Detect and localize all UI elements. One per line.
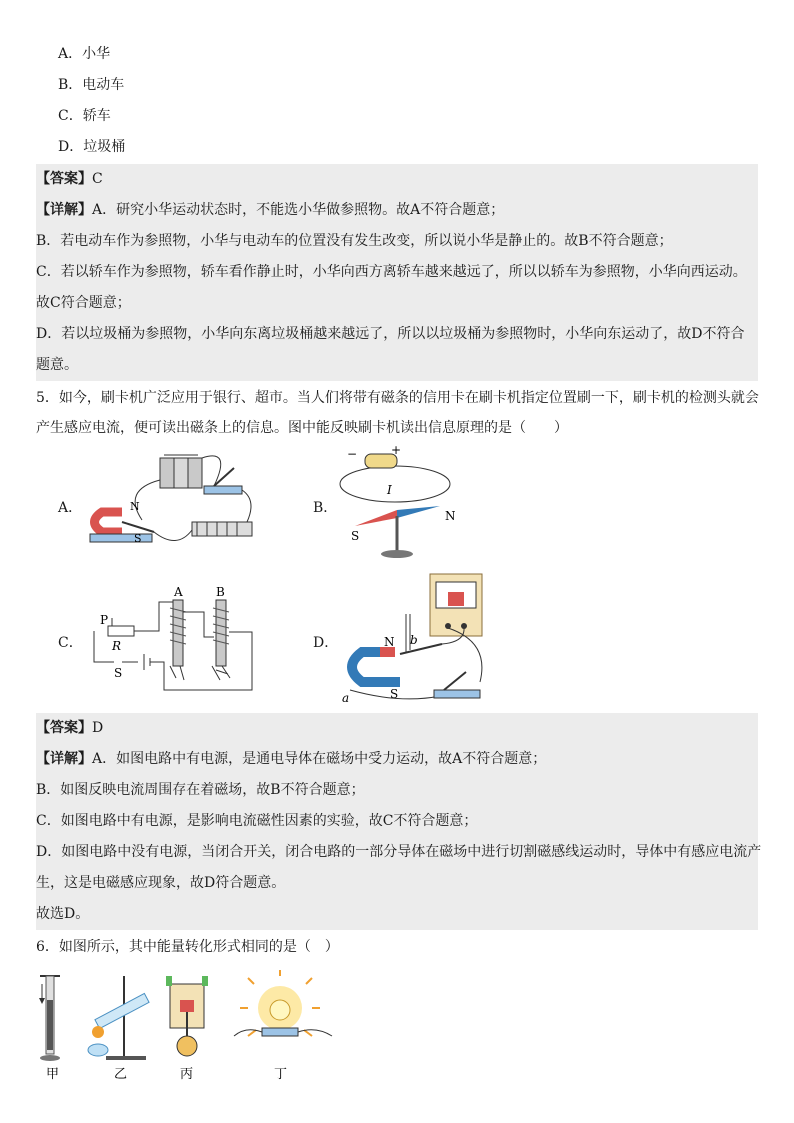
q4-option-a: A．小华 xyxy=(58,46,111,62)
q5-detail-line: D．如图电路中没有电源，当闭合开关，闭合电路的一部分导体在磁场中进行切割磁感线运动时，导体中有感应电流产 xyxy=(36,837,758,868)
q5-option-a-label: A． xyxy=(58,500,83,516)
q5-option-d-label: D． xyxy=(313,635,339,651)
fig-c-a-label: A xyxy=(174,585,183,599)
q5-detail-line: 生，这是电磁感应现象，故D符合题意。 xyxy=(36,868,758,899)
galvanometer-icon xyxy=(430,574,482,636)
q4-option-c: C．轿车 xyxy=(58,108,111,124)
fig-d-s-label: S xyxy=(390,687,399,701)
engine-cylinder-icon xyxy=(166,976,208,1056)
q6-label-jia: 甲 xyxy=(46,1067,60,1082)
fig-b-plus-label: + xyxy=(391,444,402,457)
fig-c-s-label: S xyxy=(114,666,123,680)
figure-a-motor-principle xyxy=(82,450,272,555)
q5-detail-line xyxy=(36,744,758,775)
light-bulb-icon xyxy=(234,970,332,1036)
q4-option-d: D．垃圾桶 xyxy=(58,139,126,155)
fig-d-a-label: a xyxy=(342,691,350,705)
q4-detail-line: B．若电动车作为参照物，小华与电动车的位置没有发生改变，所以说小华是静止的。故B不符合题意； xyxy=(36,226,758,257)
fig-c-r-label: R xyxy=(112,639,122,653)
compass-needle-icon xyxy=(355,506,440,558)
figure-b-oersted xyxy=(335,444,465,564)
fig-a-s-label: S xyxy=(134,532,142,545)
answer-value: C xyxy=(92,171,103,187)
q5-option-b-label: B． xyxy=(313,500,338,516)
fig-a-n-label: N xyxy=(130,500,140,513)
fig-b-minus-label: − xyxy=(347,447,358,461)
rheostat-icon xyxy=(192,522,252,536)
q5-detail-line: 故选D。 xyxy=(36,899,758,930)
detail-text: A．研究小华运动状态时，不能选小华做参照物。故A不符合题意； xyxy=(92,202,505,218)
q4-detail-line: 故C符合题意； xyxy=(36,288,758,319)
horseshoe-magnet-icon xyxy=(90,512,154,542)
q6-label-yi: 乙 xyxy=(114,1067,128,1082)
fig-c-b-label: B xyxy=(216,585,225,599)
detail-tag: 【详解】 xyxy=(36,751,92,767)
q4-detail-line: D．若以垃圾桶为参照物，小华向东离垃圾桶越来越远了，所以以垃圾桶为参照物时，小华向东运动了，故D不符合 xyxy=(36,319,758,350)
q5-stem-line: 5．如今，刷卡机广泛应用于银行、超市。当人们将带有磁条的信用卡在刷卡机指定位置刷一下，刷卡机的检测头就会 xyxy=(36,390,759,406)
fig-b-n-label: N xyxy=(445,509,456,523)
q5-answer xyxy=(36,713,758,744)
q6-stem: 6．如图所示，其中能量转化形式相同的是（ ） xyxy=(36,939,339,955)
q4-answer xyxy=(36,164,758,195)
q6-label-bing: 丙 xyxy=(180,1067,194,1082)
answer-tag: 【答案】 xyxy=(36,171,92,187)
q5-stem-line: 产生感应电流，便可读出磁条上的信息。图中能反映刷卡机读出信息原理的是（ ） xyxy=(36,420,568,436)
fig-c-p-label: P xyxy=(100,613,109,627)
q5-detail-line: B．如图反映电流周围存在着磁场，故B不符合题意； xyxy=(36,775,758,806)
switch-icon xyxy=(434,672,480,698)
detail-tag: 【详解】 xyxy=(36,202,92,218)
q5-option-c-label: C． xyxy=(58,635,83,651)
answer-tag: 【答案】 xyxy=(36,720,92,736)
figure-d-induction xyxy=(340,572,490,706)
electromagnet-b-icon xyxy=(212,600,230,680)
test-tube-heating-icon xyxy=(88,976,149,1060)
answer-value: D xyxy=(92,720,104,736)
battery-icon xyxy=(160,455,202,488)
q4-option-b: B．电动车 xyxy=(58,77,125,93)
fig-d-b-label: b xyxy=(410,633,418,647)
switch-icon xyxy=(204,468,242,494)
figure-c-electromagnets xyxy=(84,582,260,702)
q4-detail-line: C．若以轿车作为参照物，轿车看作静止时，小华向西方离轿车越来越远了，所以以轿车为参照物，小华向西运动。 xyxy=(36,257,758,288)
q6-figures xyxy=(36,970,336,1082)
q5-detail-line: C．如图电路中有电源，是影响电流磁性因素的实验，故C不符合题意； xyxy=(36,806,758,837)
fig-b-s-label: S xyxy=(351,529,360,543)
fig-b-current-label: I xyxy=(387,483,392,497)
fire-syringe-icon xyxy=(39,976,60,1061)
fig-d-n-label: N xyxy=(384,635,395,649)
q4-detail-line: 题意。 xyxy=(36,350,758,381)
horseshoe-magnet-icon xyxy=(352,652,400,682)
q6-label-ding: 丁 xyxy=(274,1067,288,1082)
detail-text: A．如图电路中有电源，是通电导体在磁场中受力运动，故A不符合题意； xyxy=(92,751,547,767)
q4-detail-line xyxy=(36,195,758,226)
